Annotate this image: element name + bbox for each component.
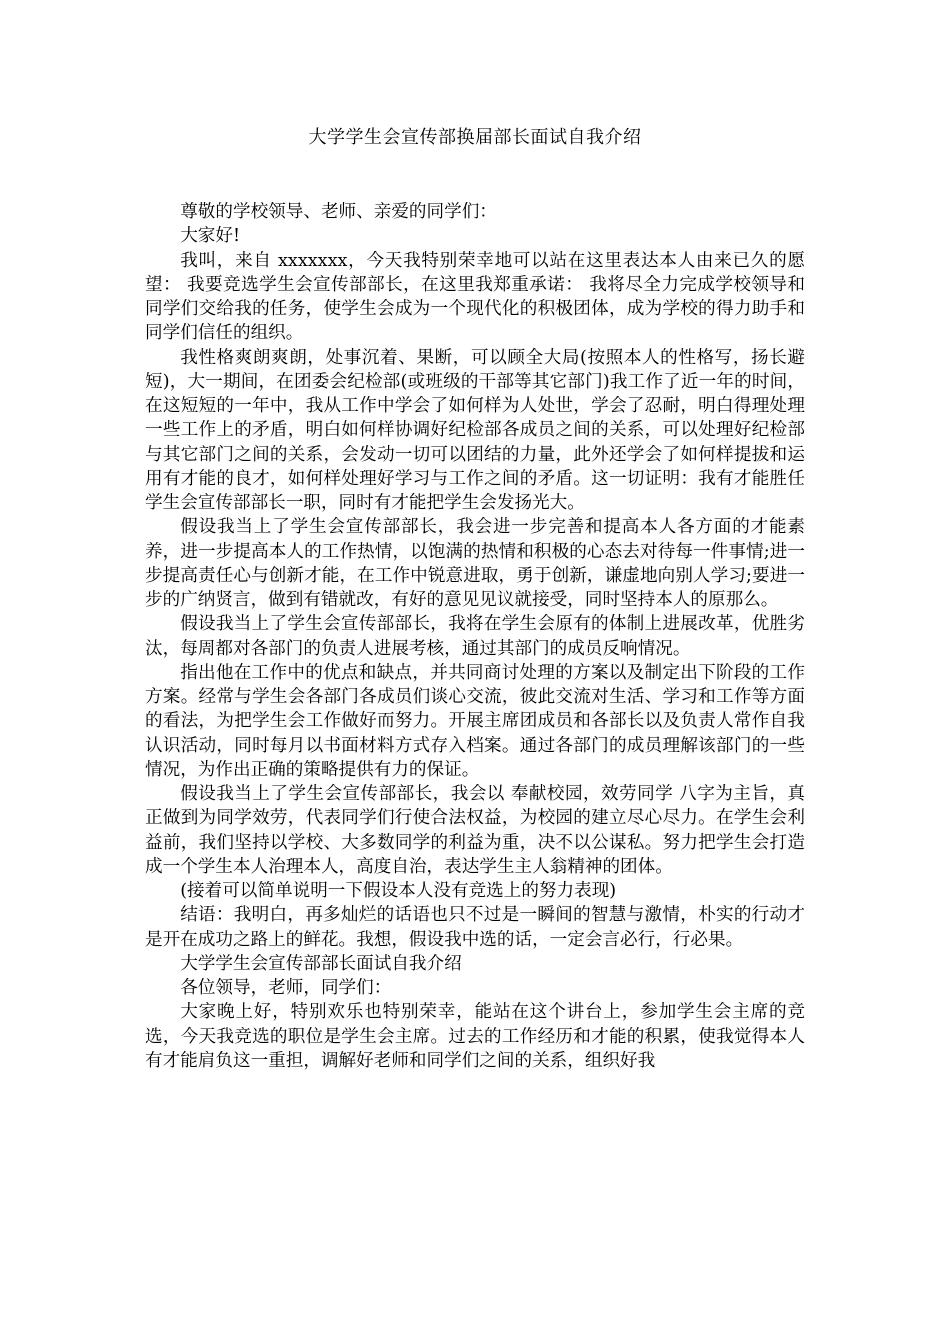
document-title: 大学学生会宣传部换届部长面试自我介绍 (308, 127, 642, 148)
paragraph-plan-3: 指出他在工作中的优点和缺点，并共同商讨处理的方案以及制定出下阶段的工作方案。经常与学生会各部门各成员们谈心交流，彼此交流对生活、学习和工作等方面的看法，为把学生会工作做好而努力。开展主席团成员和各部长以及负责人常作自我认识活动，同时每月以书面材料方式存入档案。通过各部门的成员理解该部门的一些情况，为作出正确的策略提供有力的保证。 (145, 662, 805, 780)
paragraph-intro: 我叫，来自 xxxxxxx，今天我特别荣幸地可以站在这里表达本人由来已久的愿望： 我要竞选学生会宣传部部长，在这里我郑重承诺： 我将尽全力完成学校领导和同学们交给我的任务，使学生会成为一个现代化的积极团体，成为学校的得力助手和同学们信任的组织。 (145, 250, 805, 344)
paragraph-second-title: 大学学生会宣传部部长面试自我介绍 (180, 953, 462, 974)
document-body (145, 200, 805, 1073)
paragraph-salutation: 尊敬的学校领导、老师、亲爱的同学们： (180, 202, 497, 222)
paragraph-personality: 我性格爽朗爽朗，处事沉着、果断，可以顾全大局(按照本人的性格写，扬长避短)，大一期间，在团委会纪检部(或班级的干部等其它部门)我工作了近一年的时间，在这短短的一年中，我从工作中学会了如何样为人处世，学会了忍耐，明白得理处理一些工作上的矛盾，明白如何样协调好纪检部各成员之间的关系，可以处理好纪检部与其它部门之间的关系，会发动一切可以团结的力量，此外还学会了如何样提拔和运用有才能的良才，如何样处理好学习与工作之间的矛盾。这一切证明：我有才能胜任学生会宣传部部长一职，同时有才能把学生会发扬光大。 (145, 347, 805, 513)
paragraph-plan-2: 假设我当上了学生会宣传部部长，我将在学生会原有的体制上进展改革，优胜劣汰，每周都对各部门的负责人进展考核，通过其部门的成员反响情况。 (145, 614, 805, 659)
paragraph-conclusion: 结语：我明白，再多灿烂的话语也只不过是一瞬间的智慧与激情，朴实的行动才是开在成功之路上的鲜花。我想，假设我中选的话，一定会言必行，行必果。 (145, 905, 805, 950)
paragraph-note: (接着可以简单说明一下假设本人没有竞选上的努力表现) (180, 881, 617, 901)
paragraph-second-salutation: 各位领导，老师，同学们： (180, 978, 392, 998)
paragraph-plan-4: 假设我当上了学生会宣传部部长，我会以 奉献校园，效劳同学 八字为主旨，真正做到为同学效劳，代表同学们行使合法权益，为校园的建立尽心尽力。在学生会利益前，我们坚持以学校、大多数同学的利益为重，决不以公谋私。努力把学生会打造成一个学生本人治理本人，高度自治，表达学生主人翁精神的团体。 (145, 784, 805, 877)
paragraph-greeting: 大家好! (180, 226, 241, 247)
paragraph-second-intro: 大家晚上好，特别欢乐也特别荣幸，能站在这个讲台上，参加学生会主席的竞选，今天我竞选的职位是学生会主席。过去的工作经历和才能的积累，使我觉得本人有才能肩负这一重担，调解好老师和同学们之间的关系，组织好我 (145, 1002, 805, 1071)
paragraph-plan-1: 假设我当上了学生会宣传部部长，我会进一步完善和提高本人各方面的才能素养，进一步提高本人的工作热情，以饱满的热情和积极的心态去对待每一件事情;进一步提高责任心与创新才能，在工作中锐意进取，勇于创新，谦虚地向别人学习;要进一步的广纳贤言，做到有错就改，有好的意见见议就接受，同时坚持本人的原那么。 (145, 517, 805, 610)
